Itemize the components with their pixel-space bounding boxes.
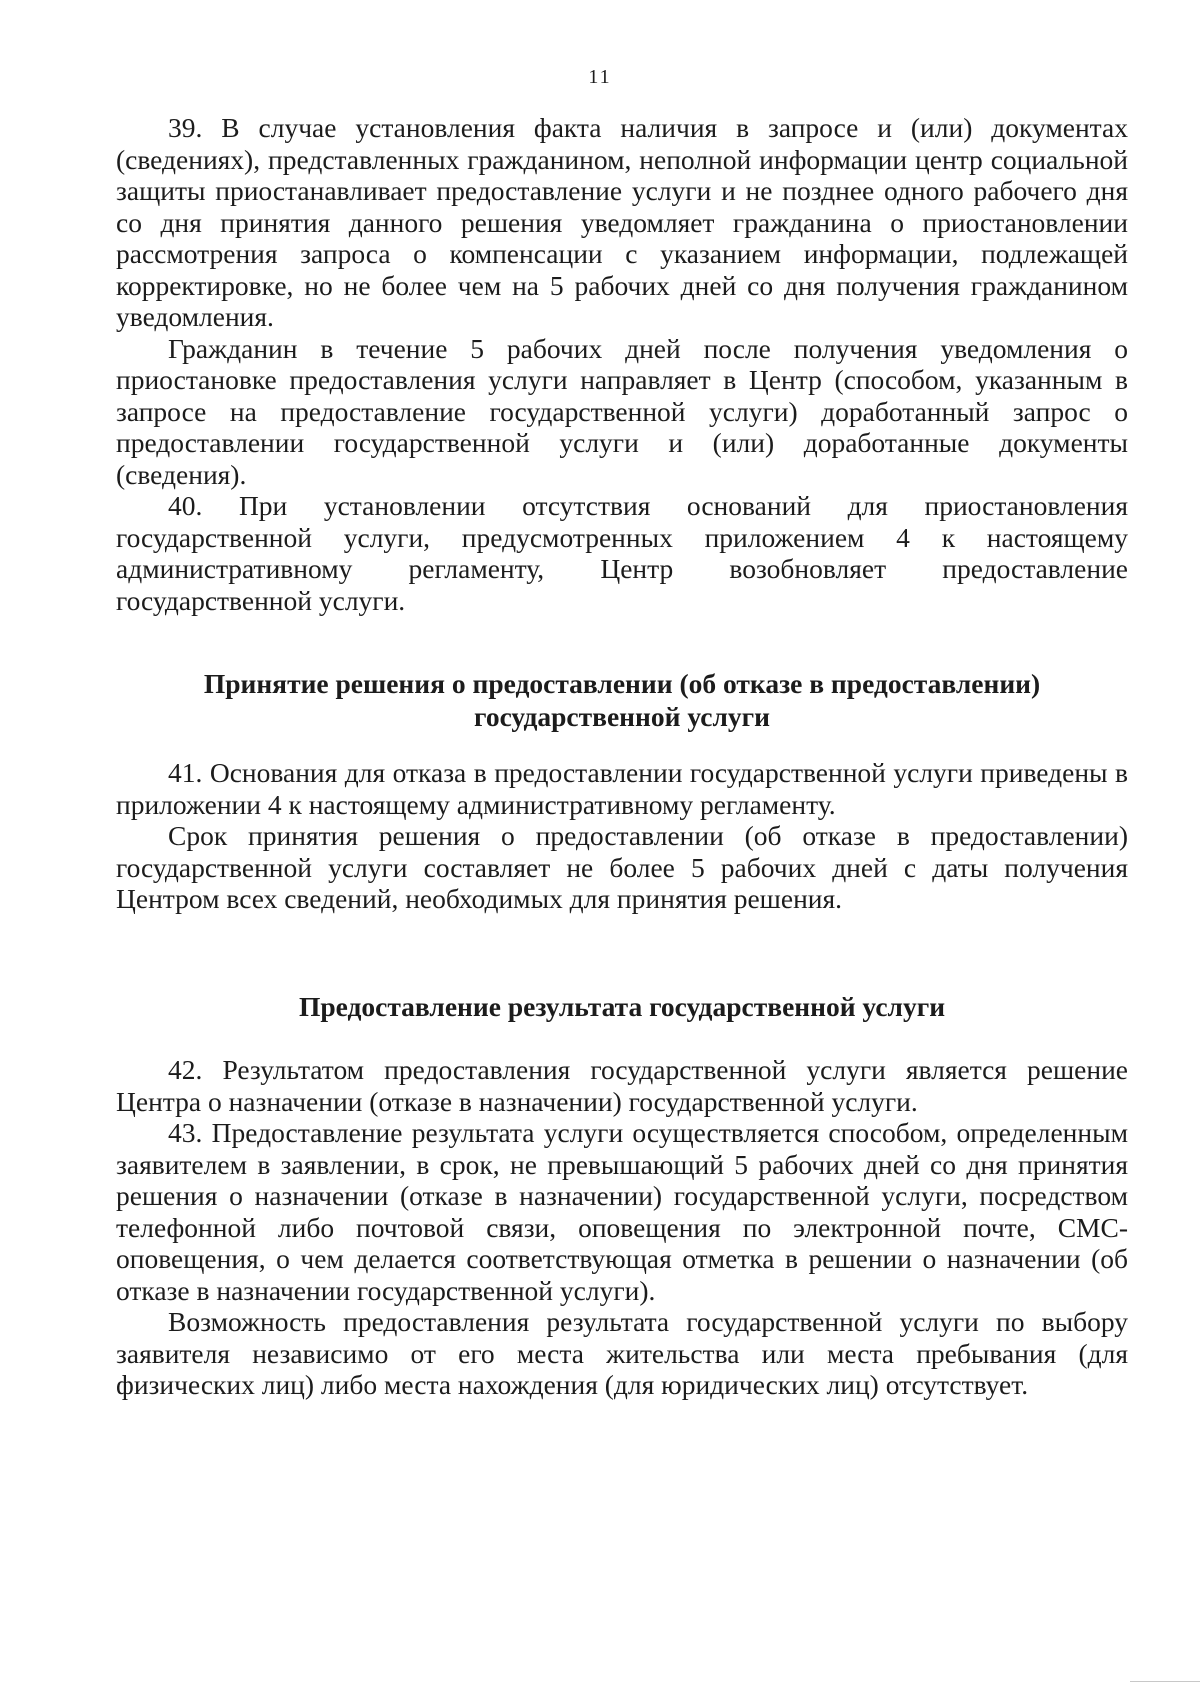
paragraph-40: 40. При установлении отсутствия оснований для приостановления государственной услуги, предусмотренных приложением 4 к настоящему административному регламенту, Центр возобновляет предоставление государственной услуги. [116, 490, 1128, 616]
decision-text-block [116, 757, 1128, 915]
paragraph-decision-term: Срок принятия решения о предоставлении (об отказе в предоставлении) государственной услуги составляет не более 5 рабочих дней с даты получения Центром всех сведений, необходимых для принятия решения. [116, 820, 1128, 914]
scan-edge-mark [1130, 1681, 1200, 1682]
paragraph-41: 41. Основания для отказа в предоставлении государственной услуги приведены в приложении 4 к настоящему административному регламенту. [116, 757, 1128, 820]
paragraph-result-possibility: Возможность предоставления результата государственной услуги по выбору заявителя независимо от его места жительства или места пребывания (для физических лиц) либо места нахождения (для юридических лиц) отсутствует. [116, 1306, 1128, 1400]
result-section-heading [116, 990, 1128, 1023]
paragraph-43: 43. Предоставление результата услуги осуществляется способом, определенным заявителем в заявлении, в срок, не превышающий 5 рабочих дней со дня принятия решения о назначении (отказе в назначении) государственной услуги, посредством телефонной либо почтовой связи, оповещения по электронной почте, СМС-оповещения, о чем делается соответствующая отметка в решении о назначении (об отказе в назначении государственной услуги). [116, 1117, 1128, 1306]
result-text-block [116, 1054, 1128, 1401]
decision-section-heading [116, 667, 1128, 733]
paragraph-39: 39. В случае установления факта наличия в запросе и (или) документах (сведениях), представленных гражданином, неполной информации центр социальной защиты приостанавливает предоставление услуги и не позднее одного рабочего дня со дня принятия данного решения уведомляет гражданина о приостановлении рассмотрения запроса о компенсации с указанием информации, подлежащей корректировке, но не более чем на 5 рабочих дней со дня получения гражданином уведомления. [116, 112, 1128, 332]
page-number: 11 [588, 66, 612, 88]
intro-text-block [116, 112, 1128, 616]
decision-heading-line2: государственной услуги [474, 701, 770, 732]
result-heading: Предоставление результата государственной услуги [298, 991, 946, 1022]
paragraph-citizen-response: Гражданин в течение 5 рабочих дней после получения уведомления о приостановке предоставления услуги направляет в Центр (способом, указанным в запросе на предоставление государственной услуги) доработанный запрос о предоставлении государственной услуги и (или) доработанные документы (сведения). [116, 332, 1128, 490]
paragraph-42: 42. Результатом предоставления государственной услуги является решение Центра о назначении (отказе в назначении) государственной услуги. [116, 1054, 1128, 1117]
decision-heading-line1: Принятие решения о предоставлении (об отказе в предоставлении) [203, 668, 1041, 699]
